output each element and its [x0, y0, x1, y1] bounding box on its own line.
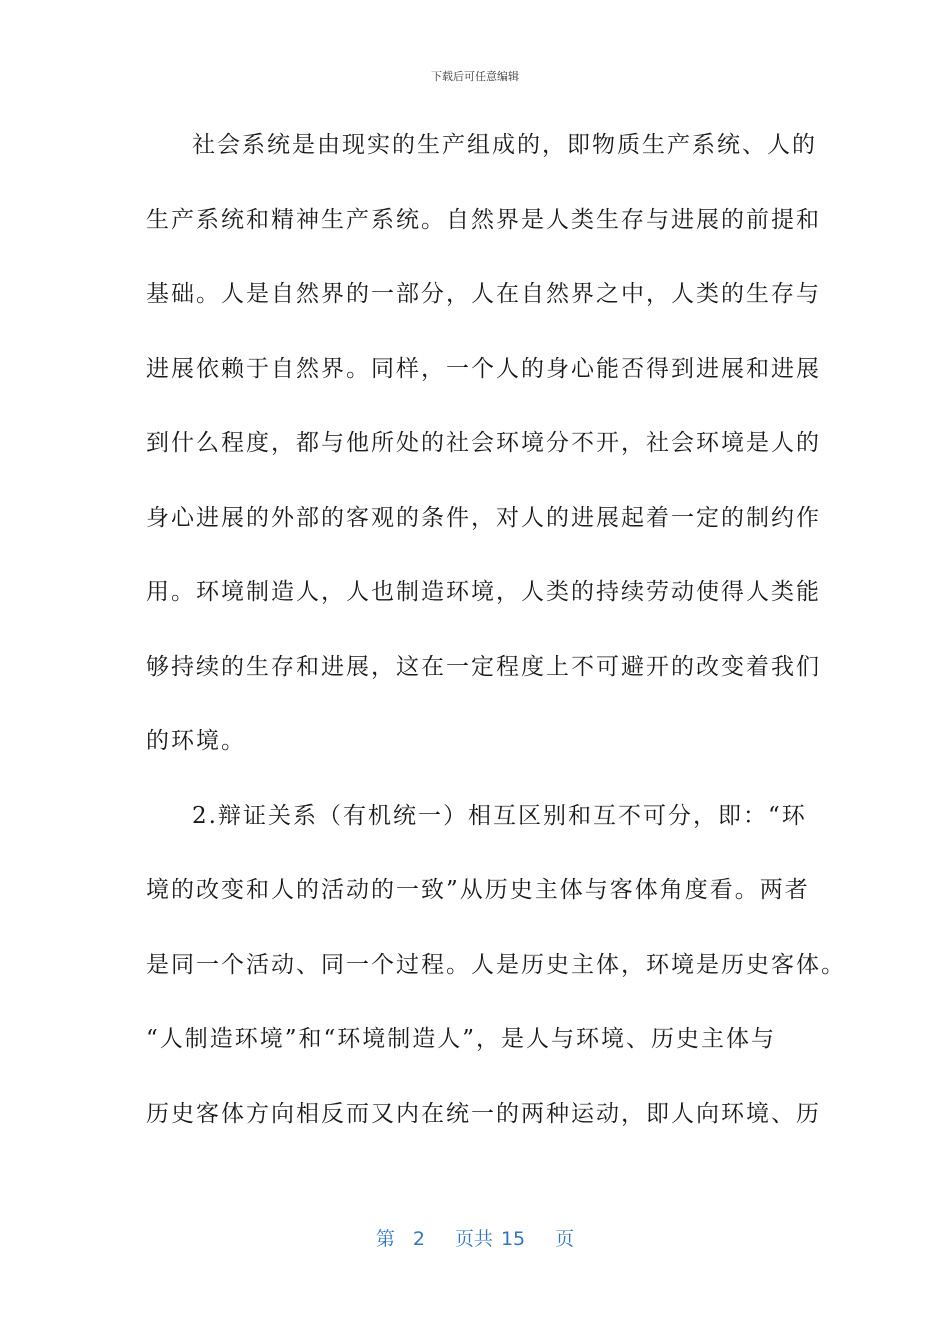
- footer-middle: 页共: [454, 1228, 493, 1250]
- paragraph-line: 身心进展的外部的客观的条件，对人的进展起着一定的制约作: [146, 504, 821, 531]
- footer-total-pages: 15: [500, 1228, 526, 1250]
- page-footer: [0, 1224, 950, 1251]
- paragraph-line: 境的改变和人的活动的一致”从历史主体与客体角度看。两者: [146, 877, 810, 903]
- footer-prefix: 第: [375, 1228, 395, 1250]
- paragraph-line: 基础。人是自然界的一部分，人在自然界之中，人类的生存与: [146, 281, 821, 307]
- paragraph-line: 到什么程度，都与他所处的社会环境分不开，社会环境是人的: [146, 430, 821, 456]
- header-note: 下载后可任意编辑: [431, 70, 519, 83]
- paragraph-line: “人制造环境”和“环境制造人”，是人与环境、历史主体与: [146, 1026, 777, 1052]
- paragraph-line: 用。环境制造人，人也制造环境，人类的持续劳动使得人类能: [146, 579, 821, 605]
- paragraph-line: 历史客体方向相反而又内在统一的两种运动，即人向环境、历: [146, 1100, 821, 1127]
- footer-page-number: 2: [412, 1228, 425, 1250]
- paragraph-line: 够持续的生存和进展，这在一定程度上不可避开的改变着我们: [146, 653, 821, 680]
- paragraph-line: 进展依赖于自然界。同样，一个人的身心能否得到进展和进展: [146, 355, 821, 382]
- paragraph-line: 2.辩证关系（有机统一）相互区别和互不可分，即：“环: [192, 802, 807, 829]
- paragraph-line: 生产系统和精神生产系统。自然界是人类生存与进展的前提和: [146, 206, 821, 233]
- footer-suffix: 页: [555, 1228, 575, 1250]
- document-body: [146, 122, 846, 1165]
- paragraph-line: 社会系统是由现实的生产组成的，即物质生产系统、人的: [192, 132, 817, 158]
- paragraph-line: 的环境。: [146, 728, 246, 754]
- paragraph-line: 是同一个活动、同一个过程。人是历史主体，环境是历史客体。: [146, 951, 846, 978]
